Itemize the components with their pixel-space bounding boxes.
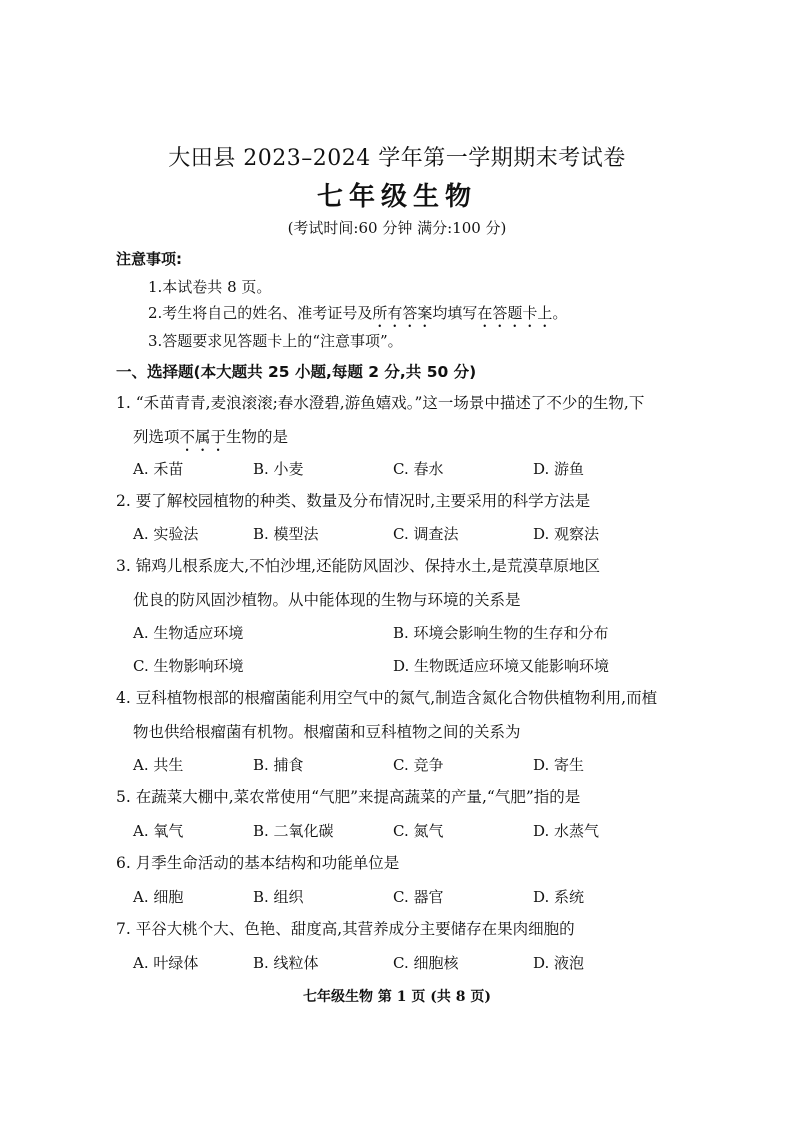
question-4-option-d: D. 寄生 [533,756,585,774]
question-1-line-2-pre: 列选项 [133,428,180,446]
question-1-line-1: 1. “禾苗青青,麦浪滚滚;春水澄碧,游鱼嬉戏。”这一场景中描述了不少的生物,下 [116,394,645,412]
question-6-option-c: C. 器官 [393,888,444,906]
question-4-line-2: 物也供给根瘤菌有机物。根瘤菌和豆科植物之间的关系为 [133,723,521,741]
question-6-option-d: D. 系统 [533,888,585,906]
question-6-option-a: A. 细胞 [133,888,184,906]
question-2-line-1: 2. 要了解校园植物的种类、数量及分布情况时,主要采用的科学方法是 [116,492,591,510]
note-item-2-part-2: 均填写 [432,304,478,322]
question-6-stem [116,846,696,880]
question-3-stem [116,549,696,617]
question-1-emphasis: 不属于 [179,428,227,446]
note-item-3: 3.答题要求见答题卡上的“注意事项”。 [148,332,403,350]
question-3-option-c: C. 生物影响环境 [133,657,244,675]
question-6-option-b: B. 组织 [253,888,304,906]
note-item-2 [148,302,567,331]
question-5-option-b: B. 二氧化碳 [253,822,334,840]
question-1-option-a: A. 禾苗 [133,460,184,478]
question-1-option-c: C. 春水 [393,460,444,478]
exam-info: (考试时间:60 分钟 满分:100 分) [287,219,507,237]
question-3-option-a: A. 生物适应环境 [133,624,244,642]
question-5-option-a: A. 氧气 [133,822,184,840]
question-4-option-b: B. 捕食 [253,756,304,774]
question-4-option-c: C. 竞争 [393,756,444,774]
question-7-line-1: 7. 平谷大桃个大、色艳、甜度高,其营养成分主要储存在果肉细胞的 [116,920,575,938]
question-2-option-a: A. 实验法 [133,525,199,543]
page-footer: 七年级生物 第 1 页 (共 8 页) [303,989,491,1005]
exam-title: 大田县 2023–2024 学年第一学期期末考试卷 [168,146,626,171]
question-2-option-c: C. 调查法 [393,525,459,543]
question-2-option-d: D. 观察法 [533,525,600,543]
subject-title: 七年级生物 [316,182,477,212]
question-7-option-d: D. 液泡 [533,954,585,972]
note-item-1: 1.本试卷共 8 页。 [148,278,272,296]
notes-heading: 注意事项: [116,250,182,268]
question-1-line-2 [116,420,696,455]
question-3-line-2: 优良的防风固沙植物。从中能体现的生物与环境的关系是 [133,591,521,609]
question-7-stem [116,912,696,946]
question-1-option-d: D. 游鱼 [533,460,585,478]
question-1-stem [116,386,696,455]
question-3-option-b: B. 环境会影响生物的生存和分布 [393,624,609,642]
question-1-line-2-post: 生物的是 [226,428,289,446]
question-4-line-1: 4. 豆科植物根部的根瘤菌能利用空气中的氮气,制造含氮化合物供植物利用,而植 [116,689,658,707]
question-7-option-c: C. 细胞核 [393,954,459,972]
question-5-stem [116,780,696,814]
question-7-option-a: A. 叶绿体 [133,954,199,972]
note-item-2-emphasis-2: 在答题卡上 [477,304,553,322]
question-5-option-d: D. 水蒸气 [533,822,600,840]
question-3-option-d: D. 生物既适应环境又能影响环境 [393,657,610,675]
question-7-option-b: B. 线粒体 [253,954,319,972]
note-item-2-emphasis-1: 所有答案 [372,304,433,322]
question-1-option-b: B. 小麦 [253,460,304,478]
question-4-stem [116,681,696,749]
question-5-option-c: C. 氮气 [393,822,444,840]
question-6-line-1: 6. 月季生命活动的基本结构和功能单位是 [116,854,400,872]
question-2-option-b: B. 模型法 [253,525,319,543]
question-2-stem [116,484,696,518]
question-3-line-1: 3. 锦鸡儿根系庞大,不怕沙埋,还能防风固沙、保持水土,是荒漠草原地区 [116,557,600,575]
section-heading: 一、选择题(本大题共 25 小题,每题 2 分,共 50 分) [116,363,477,381]
question-4-option-a: A. 共生 [133,756,184,774]
note-item-2-part-1: 2.考生将自己的姓名、准考证号及 [148,304,373,322]
question-5-line-1: 5. 在蔬菜大棚中,菜农常使用“气肥”来提高蔬菜的产量,“气肥”指的是 [116,788,581,806]
note-item-2-part-3: 。 [552,304,568,322]
